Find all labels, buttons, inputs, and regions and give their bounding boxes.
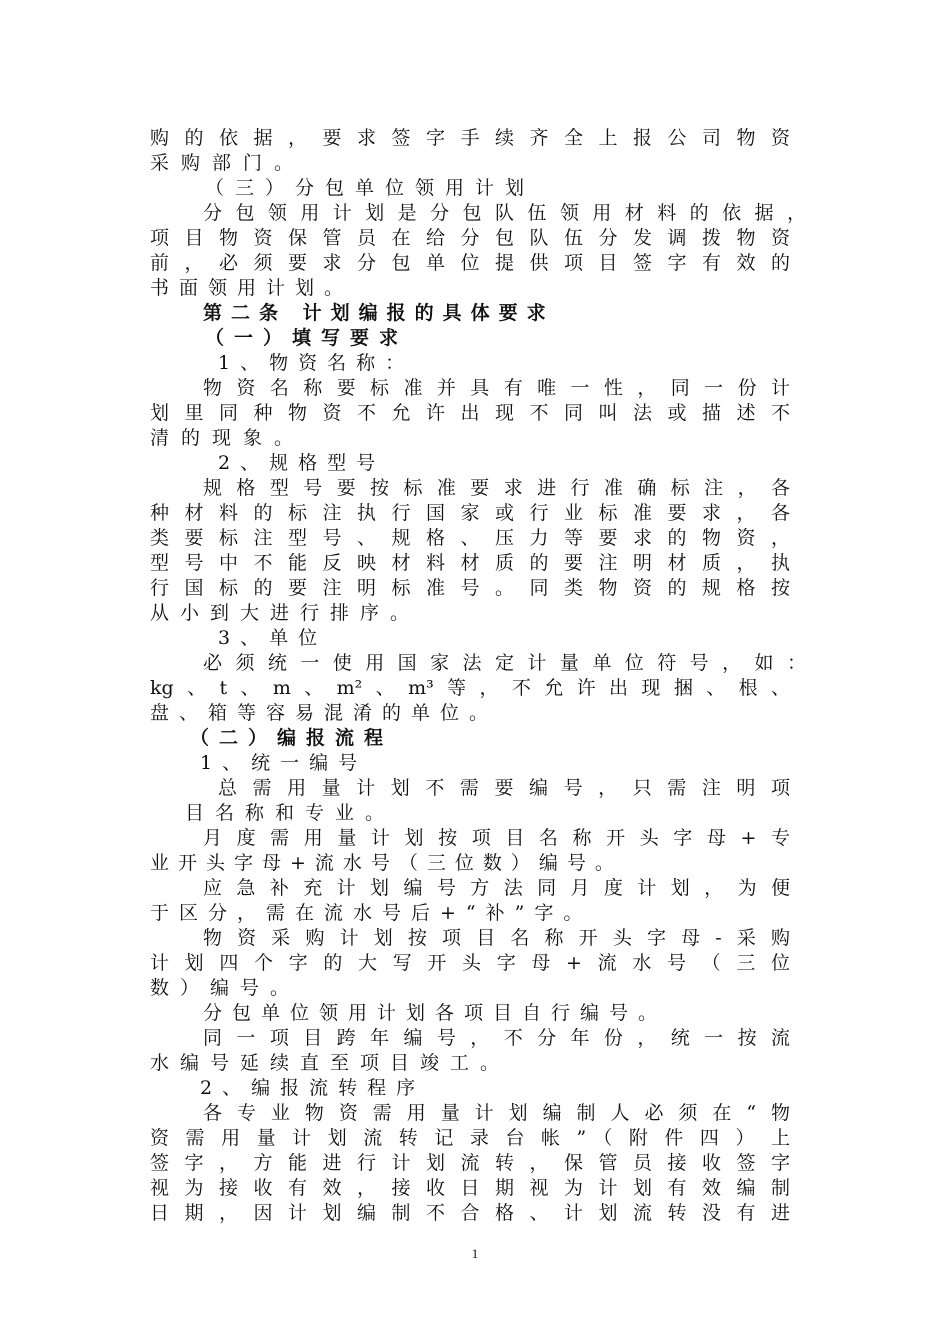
text-line: kg、t、m、m²、m³等，不允许出现捆、根、 xyxy=(150,677,790,699)
text-line: 清的现象。 xyxy=(150,427,306,449)
text-line: 应急补充计划编号方法同月度计划，为便 xyxy=(203,877,790,899)
text-line: 水编号延续直至项目竣工。 xyxy=(150,1052,511,1074)
section-heading: （三）分包单位领用计划 xyxy=(205,177,536,199)
text-line: 同一项目跨年编号，不分年份，统一按流 xyxy=(203,1027,790,1049)
text-line: 书面领用计划。 xyxy=(150,277,354,299)
item-heading: 2、编报流转程序 xyxy=(200,1077,426,1099)
text-line: 分包单位领用计划各项目自行编号。 xyxy=(203,1002,668,1024)
text-line: 物资采购计划按项目名称开头字母-采购 xyxy=(203,927,790,949)
text-line: 签字，方能进行计划流转，保管员接收签字 xyxy=(150,1152,790,1174)
text-line: 物资名称要标准并具有唯一性，同一份计 xyxy=(203,377,790,399)
text-line: 规格型号要按标准要求进行准确标注，各 xyxy=(203,477,790,499)
text-line: 月度需用量计划按项目名称开头字母+专 xyxy=(203,827,790,849)
text-line: 于区分，需在流水号后+“补”字。 xyxy=(150,902,593,924)
text-line: 采购部门。 xyxy=(150,152,306,174)
article-heading: 第二条 计划编报的具体要求 xyxy=(203,302,555,324)
item-heading: 3、单位 xyxy=(218,627,328,649)
subsection-heading: （二）编报流程 xyxy=(190,727,394,749)
page-number: 1 xyxy=(471,1246,479,1261)
text-line: 必须统一使用国家法定计量单位符号，如： xyxy=(203,652,806,674)
item-heading: 1、统一编号 xyxy=(200,752,368,774)
text-line: 划里同种物资不允许出现不同叫法或描述不 xyxy=(150,402,790,424)
text-line: 分包领用计划是分包队伍领用材料的依据， xyxy=(203,202,806,224)
text-line: 从小到大进行排序。 xyxy=(150,602,421,624)
text-line: 日期，因计划编制不合格、计划流转没有进 xyxy=(150,1202,790,1224)
text-line: 业开头字母+流水号（三位数）编号。 xyxy=(150,852,623,874)
item-heading: 2、规格型号 xyxy=(218,452,386,474)
text-line: 盘、箱等容易混淆的单位。 xyxy=(150,702,499,724)
text-line: 数）编号。 xyxy=(150,977,301,999)
item-heading: 1、物资名称： xyxy=(218,352,415,374)
text-line: 类要标注型号、规格、压力等要求的物资， xyxy=(150,527,790,549)
subsection-heading: （一）填写要求 xyxy=(205,327,409,349)
text-line: 项目物资保管员在给分包队伍分发调拨物资 xyxy=(150,227,790,249)
text-line: 视为接收有效，接收日期视为计划有效编制 xyxy=(150,1177,790,1199)
text-line: 目名称和专业。 xyxy=(185,802,396,824)
text-line: 种材料的标注执行国家或行业标准要求，各 xyxy=(150,502,790,524)
text-line: 计划四个字的大写开头字母+流水号（三位 xyxy=(150,952,790,974)
text-line: 各专业物资需用量计划编制人必须在“物 xyxy=(203,1102,790,1124)
text-line: 前，必须要求分包单位提供项目签字有效的 xyxy=(150,252,790,274)
text-line: 购的依据，要求签字手续齐全上报公司物资 xyxy=(150,127,790,149)
text-line: 型号中不能反映材料材质的要注明材质，执 xyxy=(150,552,790,574)
text-line: 资需用量计划流转记录台帐”（附件四）上 xyxy=(150,1127,790,1149)
text-line: 行国标的要注明标准号。同类物资的规格按 xyxy=(150,577,790,599)
text-line: 总需用量计划不需要编号，只需注明项 xyxy=(218,777,790,799)
